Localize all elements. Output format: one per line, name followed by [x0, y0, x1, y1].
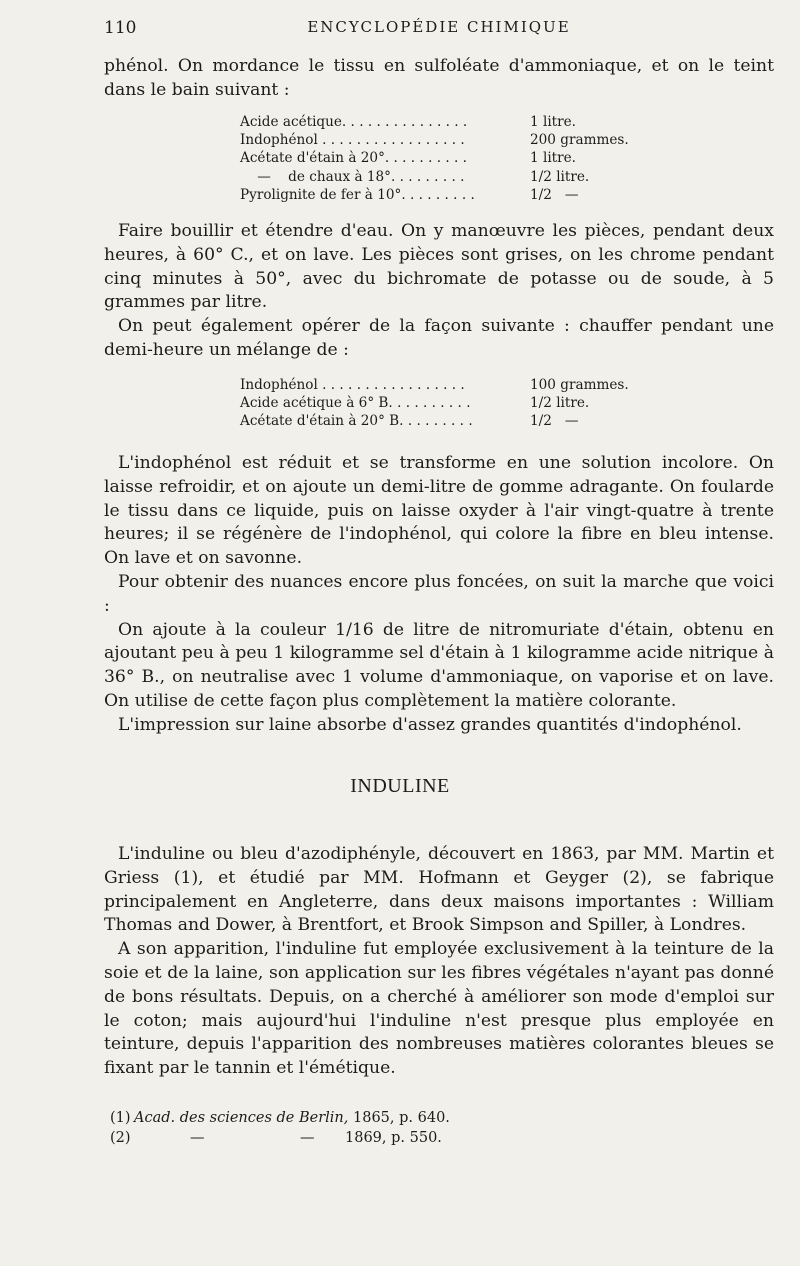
footnote-ref: 1869, p. 550.: [345, 1130, 442, 1146]
recipe-row: [240, 186, 660, 204]
recipe-row: [240, 376, 660, 394]
text-block-1: [104, 55, 774, 103]
recipe-item: Acide acétique. . . . . . . . . . . . . . .: [240, 114, 468, 130]
section-title: INDULINE: [350, 775, 450, 797]
recipe-item: Acide acétique à 6° B. . . . . . . . . .: [240, 395, 471, 412]
footnote-1: [110, 1108, 610, 1128]
running-title: ENCYCLOPÉDIE CHIMIQUE: [307, 18, 571, 36]
recipe-item: Acétate d'étain à 20°. . . . . . . . . .: [240, 150, 467, 167]
recipe-amount: 1/2 litre.: [530, 168, 590, 185]
footnote-number: (2): [110, 1130, 131, 1146]
footnote-ref: 1865, p. 640.: [348, 1110, 450, 1126]
recipe-item: — de chaux à 18°. . . . . . . . .: [240, 168, 465, 185]
text-block-3: [104, 452, 774, 738]
recipe-row: [240, 412, 660, 430]
page-header: [104, 18, 774, 42]
recipe-item: Indophénol . . . . . . . . . . . . . . . . .: [240, 377, 465, 393]
recipe-row: [240, 394, 660, 412]
paragraph: L'impression sur laine absorbe d'assez grandes quantités d'indophénol.: [118, 714, 742, 735]
recipe-amount: 1/2 —: [530, 413, 579, 430]
footnote-source: Acad. des sciences de Berlin,: [134, 1110, 349, 1126]
recipe-table-2: [240, 376, 660, 431]
paragraph: Pour obtenir des nuances encore plus foncées, on suit la marche que voici :: [104, 571, 774, 616]
paragraph: A son apparition, l'induline fut employée exclusivement à la teinture de la soie et de la laine, son application sur les fibres végétales n'ayant pas donné de bons résultats. Depuis, on a cherché à améliorer son mode d'emploi sur le coton; mais aujourd'hui l'induline n'est presque plus employée en teinture, depuis l'apparition des nombreuses matières colorantes bleues se fixant par le tannin et l'émétique.: [104, 939, 774, 1079]
recipe-amount: 1 litre.: [530, 114, 576, 130]
footnote-number: (1): [110, 1110, 131, 1126]
footnote-text: [134, 1108, 450, 1128]
recipe-item: Indophénol . . . . . . . . . . . . . . . . .: [240, 132, 465, 149]
paragraph: phénol. On mordance le tissu en sulfoléate d'ammoniaque, et on le teint dans le bain suivant :: [104, 56, 774, 100]
recipe-table-1: [240, 113, 660, 204]
recipe-amount: 1/2 litre.: [530, 395, 590, 412]
recipe-amount: 200 grammes.: [530, 132, 629, 149]
text-block-2: [104, 220, 774, 363]
page-number: 110: [104, 18, 137, 38]
footnotes: [110, 1108, 610, 1148]
recipe-item: Acétate d'étain à 20° B. . . . . . . . .: [240, 413, 473, 430]
paragraph: On peut également opérer de la façon suivante : chauffer pendant une demi-heure un mélange de :: [104, 316, 774, 360]
recipe-row: [240, 131, 660, 149]
footnote-2: [110, 1128, 610, 1148]
paragraph: L'induline ou bleu d'azodiphényle, découvert en 1863, par MM. Martin et Griess (1), et étudié par MM. Hofmann et Geyger (2), se fabrique principalement en Angleterre, dans deux maisons importantes : William Thomas and Dower, à Brentfort, et Brook Simpson and Spiller, à Londres.: [104, 844, 774, 936]
paragraph: On ajoute à la couleur 1/16 de litre de nitromuriate d'étain, obtenu en ajoutant peu à peu 1 kilogramme sel d'étain à 1 kilogramme acide nitrique à 36° B., on neutralise avec 1 volume d'ammoniaque, on vaporise et on lave. On utilise de cette façon plus complètement la matière colorante.: [104, 619, 774, 711]
paragraph: Faire bouillir et étendre d'eau. On y manœuvre les pièces, pendant deux heures, à 60° C., et on lave. Les pièces sont grises, on les chrome pendant cinq minutes à 50°, avec du bichromate de potasse ou de soude, à 5 grammes par litre.: [104, 221, 774, 313]
recipe-row: [240, 168, 660, 186]
recipe-amount: 1 litre.: [530, 150, 576, 167]
recipe-row: [240, 149, 660, 167]
paragraph: L'indophénol est réduit et se transforme en une solution incolore. On laisse refroidir, et on ajoute un demi-litre de gomme adragante. On foularde le tissu dans ce liquide, puis on laisse oxyder à l'air vingt-quatre à trente heures; il se régénère de l'indophénol, qui colore la fibre en bleu intense. On lave et on savonne.: [104, 453, 774, 569]
ditto-dash: —: [300, 1130, 315, 1146]
recipe-item: Pyrolignite de fer à 10°. . . . . . . . .: [240, 186, 475, 203]
text-block-4: [104, 843, 774, 1081]
recipe-row: [240, 113, 660, 131]
ditto-dash: —: [190, 1130, 205, 1146]
recipe-amount: 100 grammes.: [530, 377, 629, 393]
recipe-amount: 1/2 —: [530, 186, 579, 203]
